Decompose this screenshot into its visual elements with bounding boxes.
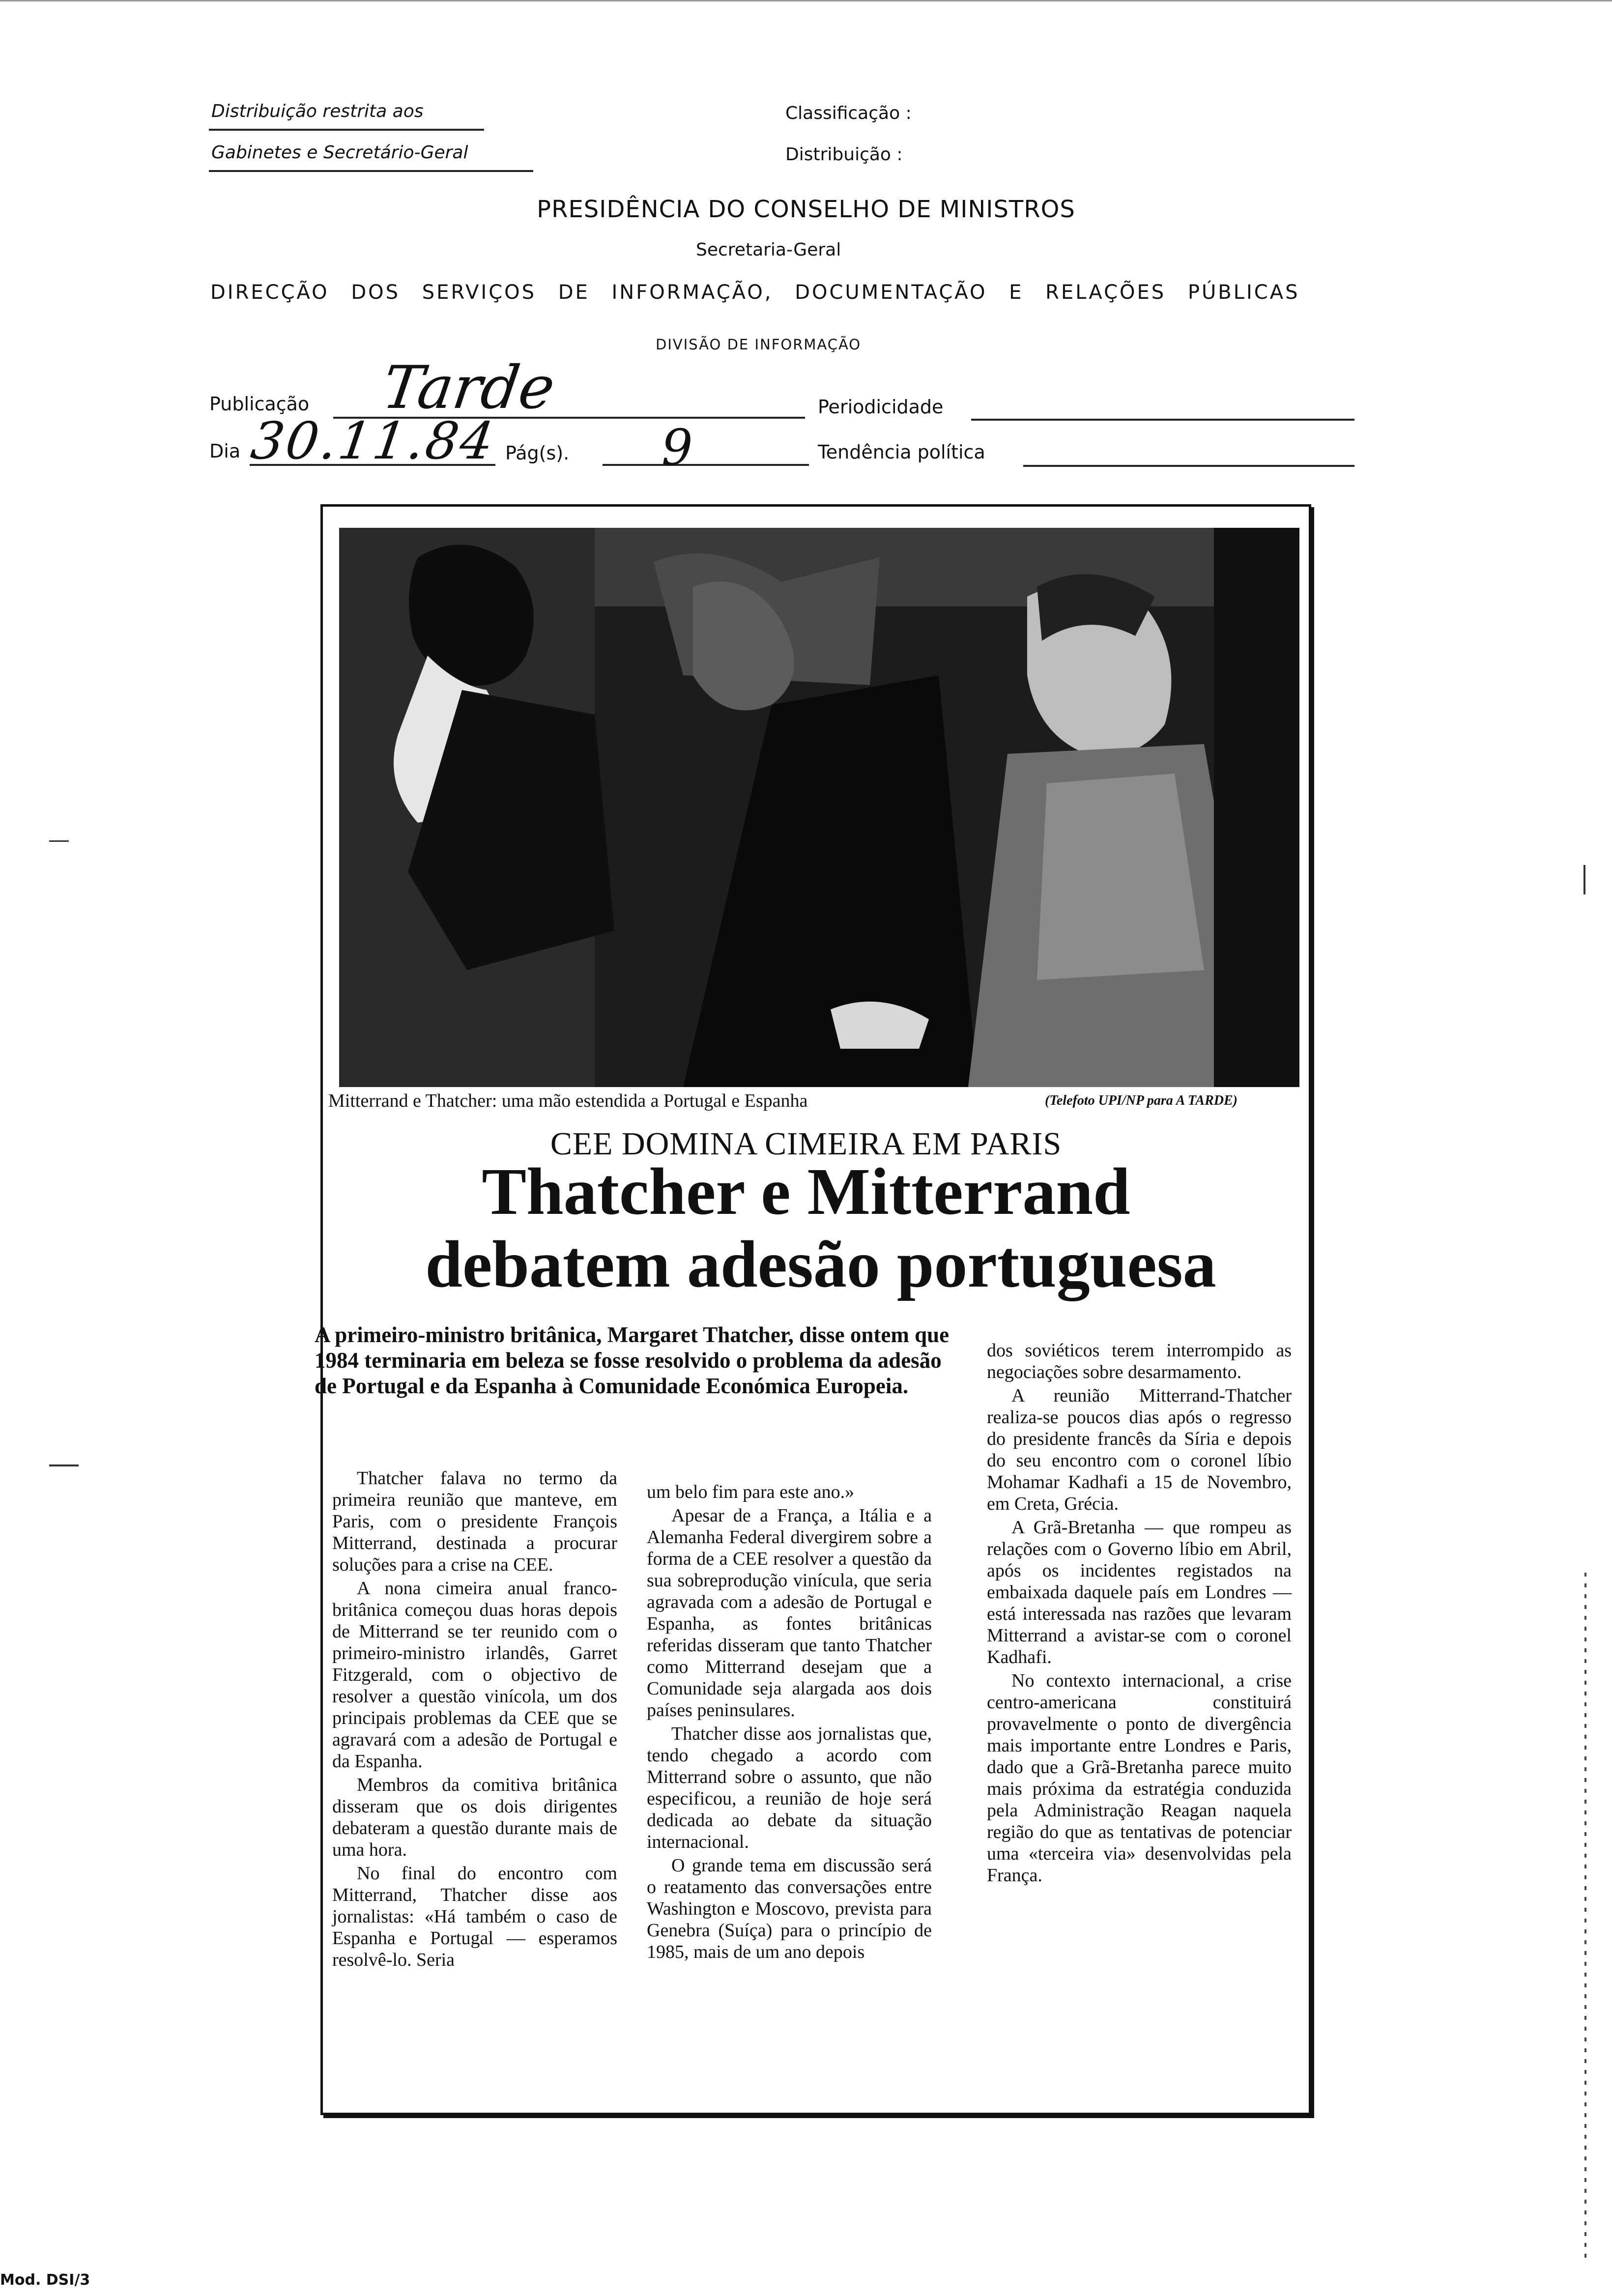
- headline-line2: debatem adesão portuguesa: [425, 1228, 1216, 1301]
- pag-handwritten: 9: [662, 419, 693, 476]
- scan-artifact: [1584, 1573, 1586, 2261]
- col1-paragraph-1: Thatcher falava no termo da primeira reunião que manteve, em Paris, com o presidente François Mitterrand, destinada a procurar soluções para a crise na CEE.: [332, 1468, 617, 1575]
- scan-top-border: [0, 0, 1612, 1]
- photo-credit: (Telefoto UPI/NP para A TARDE): [1045, 1093, 1238, 1108]
- publicacao-handwritten: Tarde: [378, 354, 559, 422]
- dia-handwritten: 30.11.84: [247, 411, 499, 471]
- dia-label: Dia: [209, 440, 241, 462]
- form-code: Mod. DSI/3: [0, 2271, 90, 2289]
- col3-paragraph-2: A reunião Mitterrand-Thatcher realiza-se poucos dias após o regresso do presidente francês da Síria e depois do seu encontro com o coronel líbio Mohamar Kadhafi a 15 de Novembro, em Creta, Grécia.: [987, 1385, 1292, 1514]
- col3-paragraph-1: dos soviéticos terem interrompido as negociações sobre desarmamento.: [987, 1340, 1292, 1382]
- news-photo: [339, 528, 1299, 1087]
- photo-illustration: [339, 528, 1299, 1087]
- periodicidade-label: Periodicidade: [818, 396, 944, 418]
- restricted-line2: Gabinetes e Secretário-Geral: [211, 143, 468, 163]
- periodicidade-line: [971, 419, 1354, 421]
- article-lead: A primeiro-ministro britânica, Margaret Thatcher, disse ontem que 1984 terminaria em beleza se fosse resolvido o problema da adesão de Portugal e da Espanha à Comunidade Económica Europeia.: [315, 1322, 950, 1398]
- col2-paragraph-4: O grande tema em discussão será o reatamento das conversações entre Washington e Moscovo, prevista para Genebra (Suíça) para o princípio de 1985, mais de um ano depois: [647, 1855, 932, 1962]
- pag-label: Pág(s).: [505, 442, 570, 464]
- publicacao-label: Publicação: [209, 393, 310, 415]
- distribuicao-label: Distribuição :: [785, 144, 903, 165]
- article-column-3: [987, 1340, 1292, 1888]
- col2-paragraph-2: Apesar de a França, a Itália e a Alemanha Federal divergirem sobre a forma de a CEE resolver a questão da sua sobreprodução vinícula, que seria agravada com a adesão de Portugal e Espanha, as fontes britânicas referidas disseram que tanto Thatcher como Mitterrand desejam que a Comunidade seja alargada aos dois países peninsulares.: [647, 1505, 932, 1721]
- col2-paragraph-3: Thatcher disse aos jornalistas que, tendo chegado a acordo com Mitterrand sobre o assunto, que não especificou, a reunião de hoje será dedicada ao debate da situação internacional.: [647, 1723, 932, 1852]
- restricted-underline-2: [209, 170, 533, 172]
- col1-paragraph-3: Membros da comitiva britânica disseram que os dois dirigentes debateram a questão durante mais de uma hora.: [332, 1775, 617, 1860]
- col1-paragraph-4: No final do encontro com Mitterrand, Thatcher disse aos jornalistas: «Há também o caso de Espanha e Portugal — esperamos resolvê-lo. Seria: [332, 1863, 617, 1970]
- col3-paragraph-3: A Grã-Bretanha — que rompeu as relações com o Governo líbio em Abril, após os incidentes registados na embaixada daquele país em Londres — está interessada nas razões que levaram Mitterrand a avistar-se com o coronel Kadhafi.: [987, 1517, 1292, 1667]
- classificacao-label: Classificação :: [785, 103, 912, 123]
- col2-paragraph-1: um belo fim para este ano.»: [647, 1482, 855, 1502]
- headline-line1: Thatcher e Mitterrand: [482, 1155, 1130, 1229]
- scan-artifact: [49, 840, 69, 842]
- article-kicker: CEE DOMINA CIMEIRA EM PARIS: [550, 1126, 1062, 1162]
- direccao-servicos: DIRECÇÃO DOS SERVIÇOS DE INFORMAÇÃO, DOCUMENTAÇÃO E RELAÇÕES PÚBLICAS: [210, 281, 1300, 304]
- org-title: PRESIDÊNCIA DO CONSELHO DE MINISTROS: [537, 196, 1075, 223]
- col3-paragraph-4: No contexto internacional, a crise centro-americana constituirá provavelmente o ponto de divergência mais importante entre Londres e Paris, dado que a Grã-Bretanha parece muito mais próxima da estratégia conduzida pela Administração Reagan naquela região do que as tentativas de potenciar uma «terceira via» desenvolvidas pela França.: [987, 1670, 1292, 1886]
- tendencia-line: [1023, 465, 1354, 467]
- col1-paragraph-2: A nona cimeira anual franco-britânica começou duas horas depois de Mitterrand se ter reunido com o primeiro-ministro irlandês, Garret Fitzgerald, com o objectivo de resolver a questão vinícola, um dos principais problemas da CEE que se agravará com a adesão de Portugal e da Espanha.: [332, 1578, 617, 1772]
- restricted-underline-1: [209, 129, 484, 131]
- scan-artifact: [49, 1464, 79, 1466]
- scan-artifact: [1583, 865, 1585, 894]
- restricted-line1: Distribuição restrita aos: [211, 101, 424, 121]
- article-column-2: [647, 1481, 932, 1965]
- divisao-informacao: DIVISÃO DE INFORMAÇÃO: [656, 336, 862, 353]
- article-column-1: [332, 1467, 617, 1973]
- photo-caption: Mitterrand e Thatcher: uma mão estendida a Portugal e Espanha: [328, 1091, 808, 1111]
- tendencia-label: Tendência política: [818, 441, 985, 463]
- pag-line: [603, 464, 809, 466]
- secretaria-geral: Secretaria-Geral: [696, 240, 841, 260]
